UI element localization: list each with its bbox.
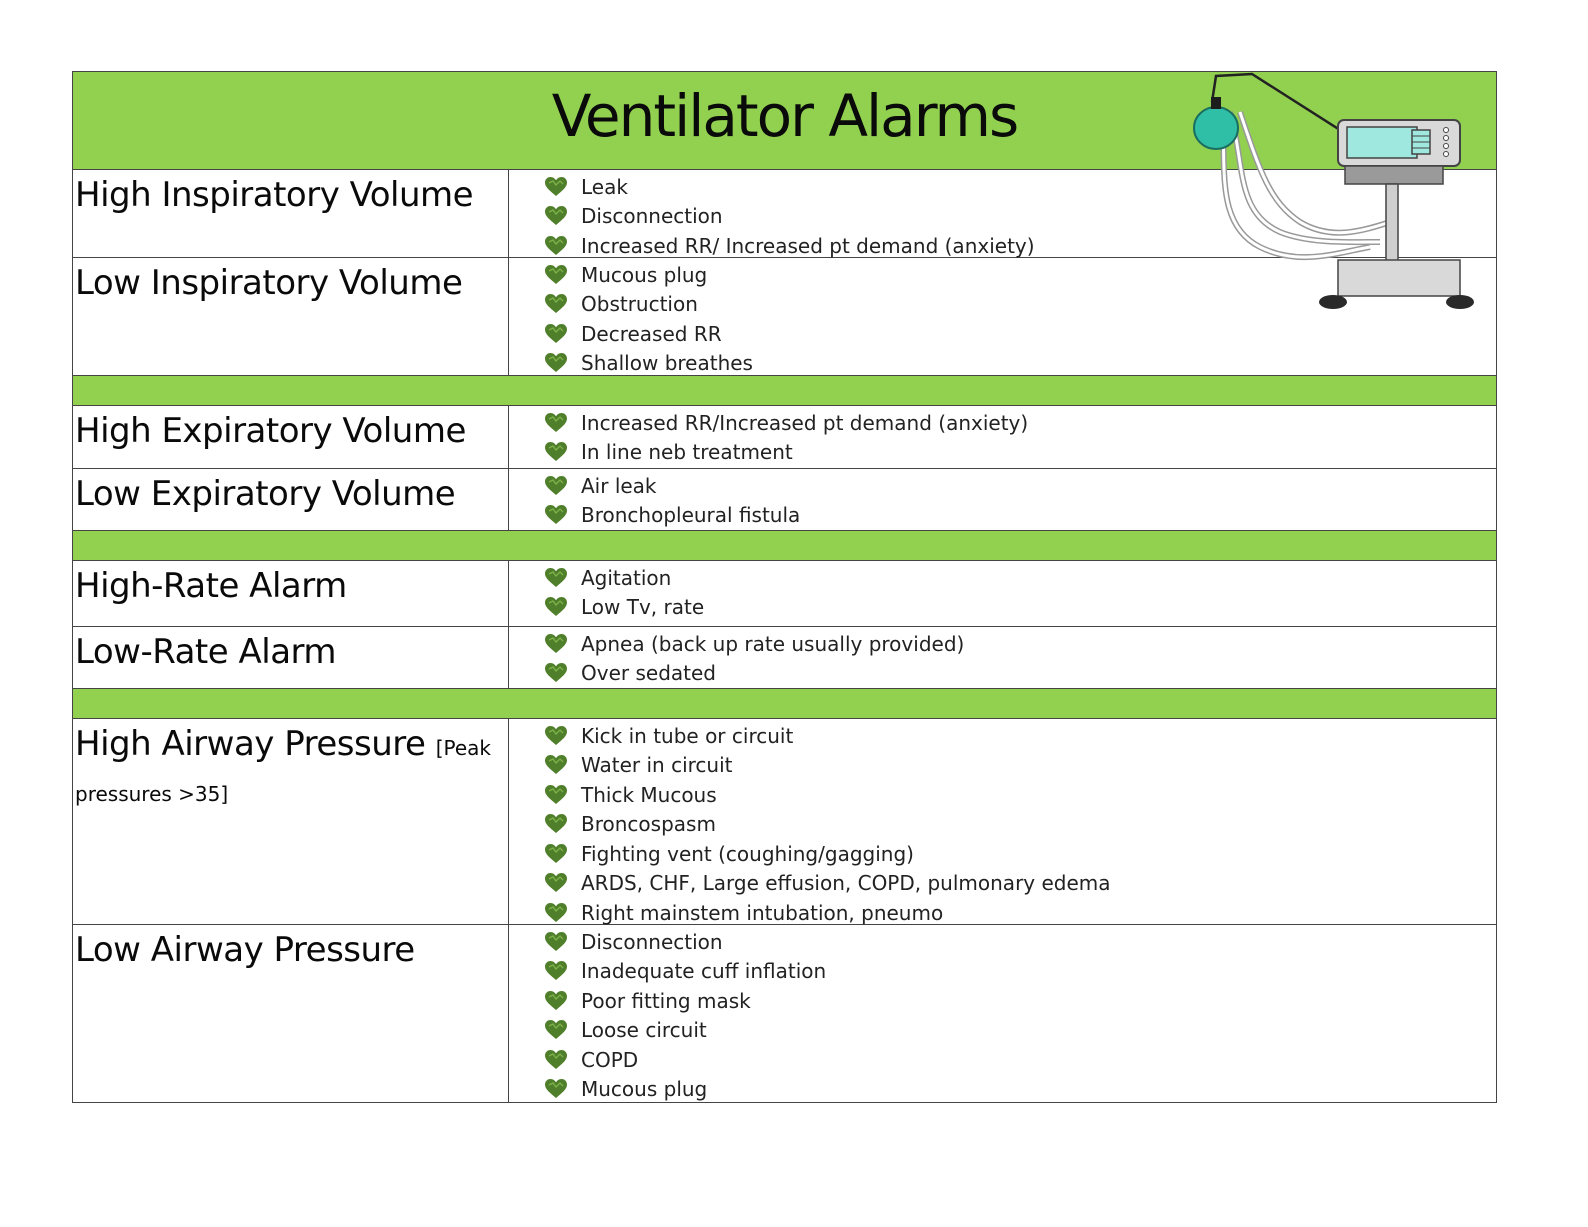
cause-list [509,561,1496,626]
cause-text: ARDS, CHF, Large effusion, COPD, pulmonary edema [581,871,1111,896]
cause-text: Agitation [581,565,672,590]
green-heart-icon [545,873,567,893]
alarm-name [73,469,509,530]
green-heart-icon [545,413,567,433]
green-heart-icon [545,1079,567,1099]
cause-item [545,629,1496,659]
cause-item [545,869,1496,899]
alarm-name [73,170,509,257]
cause-list [509,925,1496,1102]
alarm-row-low-airway-pressure [73,925,1496,1102]
green-heart-icon [545,844,567,864]
green-heart-icon [545,476,567,496]
green-heart-icon [545,903,567,923]
cause-item [545,1075,1496,1105]
cause-item [545,563,1496,593]
cause-text: Over sedated [581,661,716,686]
cause-text: Increased RR/Increased pt demand (anxiety) [581,410,1029,435]
cause-text: Low Tv, rate [581,595,705,620]
alarm-note: [Peak pressures >35] [75,736,491,806]
cause-text: Shallow breathes [581,351,753,376]
page-title: Ventilator Alarms [551,82,1018,150]
cause-item [545,408,1496,438]
section-divider [73,531,1496,561]
alarm-row-low-expiratory-volume [73,469,1496,531]
cause-text: Mucous plug [581,1077,708,1102]
section-divider [73,376,1496,406]
green-heart-icon [545,755,567,775]
cause-item [545,501,1496,531]
cause-item [545,319,1496,349]
cause-text: Decreased RR [581,321,722,346]
cause-text: Leak [581,174,628,199]
cause-item [545,927,1496,957]
green-heart-icon [545,505,567,525]
green-heart-icon [545,726,567,746]
cause-text: Bronchopleural fistula [581,503,801,528]
alarm-row-high-rate-alarm [73,561,1496,627]
cause-item [545,839,1496,869]
alarm-name [73,627,509,688]
green-heart-icon [545,597,567,617]
cause-text: Air leak [581,473,657,498]
cause-text: Obstruction [581,292,698,317]
cause-list [509,627,1496,688]
cause-text: Broncospasm [581,812,716,837]
alarm-name [73,258,509,375]
cause-item [545,593,1496,623]
cause-item [545,751,1496,781]
green-heart-icon [545,785,567,805]
alarm-label: High-Rate Alarm [75,566,347,606]
alarm-label: Low Airway Pressure [75,930,415,970]
green-heart-icon [545,353,567,373]
alarm-label: Low-Rate Alarm [75,632,337,672]
cause-list [509,469,1496,530]
green-heart-icon [545,814,567,834]
cause-text: Kick in tube or circuit [581,723,794,748]
cause-item [545,438,1496,468]
cause-text: Inadequate cuff inflation [581,959,827,984]
green-heart-icon [545,294,567,314]
cause-text: COPD [581,1047,639,1072]
alarm-row-high-expiratory-volume [73,406,1496,469]
alarm-label: High Inspiratory Volume [75,175,474,215]
ventilator-machine-icon [1190,72,1480,312]
green-heart-icon [545,206,567,226]
section-divider [73,689,1496,719]
alarm-row-low-rate-alarm [73,627,1496,689]
cause-text: Disconnection [581,204,723,229]
cause-text: Mucous plug [581,262,708,287]
green-heart-icon [545,663,567,683]
cause-text: Poor fitting mask [581,988,751,1013]
green-heart-icon [545,568,567,588]
cause-item [545,810,1496,840]
cause-text: Fighting vent (coughing/gagging) [581,841,914,866]
cause-text: Water in circuit [581,753,733,778]
alarm-label: High Airway Pressure [75,724,426,764]
alarm-name [73,719,509,924]
green-heart-icon [545,1020,567,1040]
alarm-label: Low Inspiratory Volume [75,263,463,303]
cause-item [545,1016,1496,1046]
cause-text: Apnea (back up rate usually provided) [581,631,965,656]
green-heart-icon [545,442,567,462]
cause-item [545,898,1496,928]
green-heart-icon [545,177,567,197]
cause-item [545,986,1496,1016]
green-heart-icon [545,991,567,1011]
alarm-name [73,925,509,1102]
green-heart-icon [545,265,567,285]
alarm-label: Low Expiratory Volume [75,474,456,514]
green-heart-icon [545,932,567,952]
alarm-row-high-airway-pressure [73,719,1496,925]
green-heart-icon [545,634,567,654]
alarm-name [73,561,509,626]
cause-text: Disconnection [581,929,723,954]
cause-item [545,1045,1496,1075]
cause-item [545,780,1496,810]
cause-item [545,471,1496,501]
alarm-label: High Expiratory Volume [75,411,466,451]
cause-item [545,957,1496,987]
cause-text: Thick Mucous [581,782,717,807]
cause-text: Right mainstem intubation, pneumo [581,900,944,925]
cause-list [509,406,1496,468]
alarm-name [73,406,509,468]
cause-item [545,349,1496,379]
cause-text: Loose circuit [581,1018,707,1043]
cause-text: Increased RR/ Increased pt demand (anxiety) [581,233,1035,258]
cause-item [545,659,1496,689]
green-heart-icon [545,236,567,256]
green-heart-icon [545,961,567,981]
green-heart-icon [545,324,567,344]
cause-text: In line neb treatment [581,440,793,465]
cause-list [509,719,1496,924]
cause-item [545,721,1496,751]
green-heart-icon [545,1050,567,1070]
